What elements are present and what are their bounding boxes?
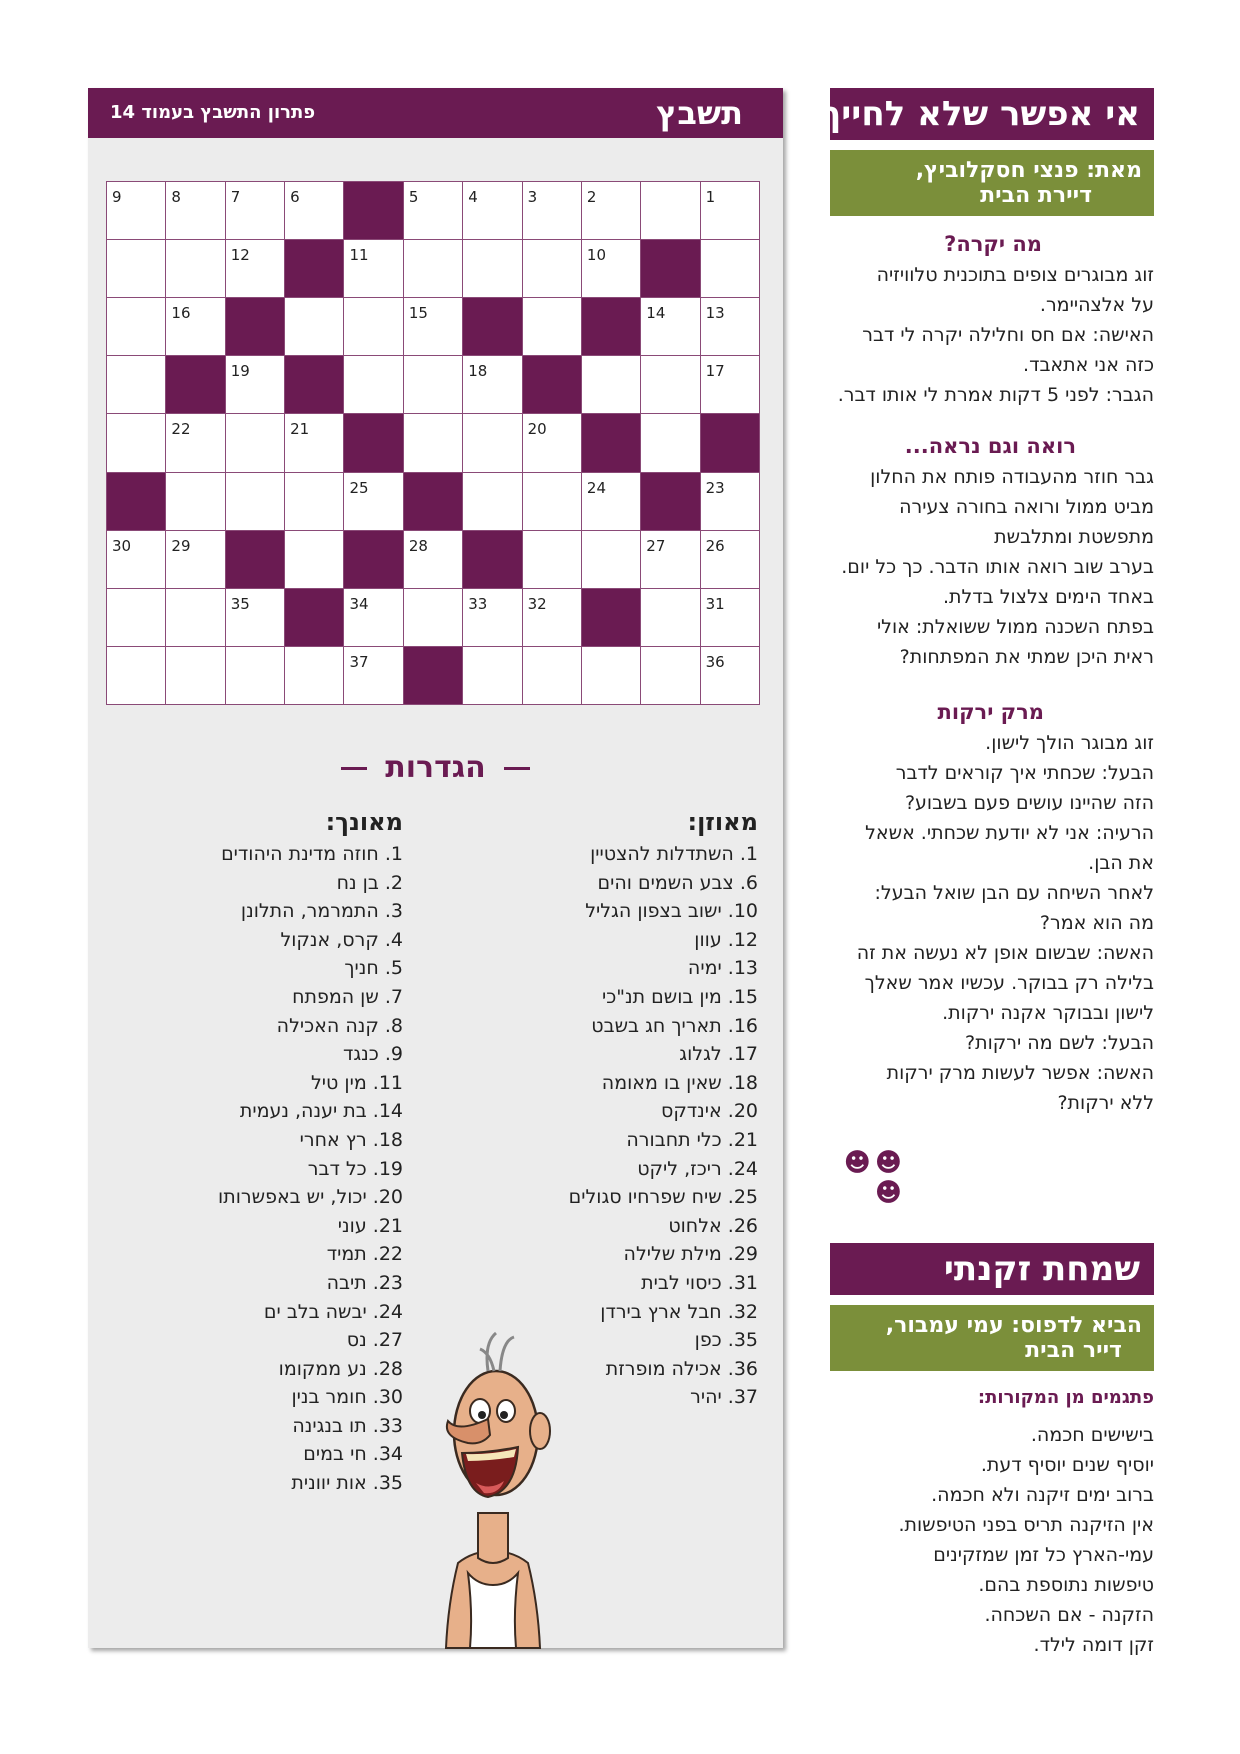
proverb-line: עמי-הארץ כל זמן שמזקינים (933, 1544, 1154, 1566)
grid-cell[interactable] (107, 182, 166, 240)
grid-cell[interactable] (225, 646, 284, 704)
grid-cell[interactable] (522, 182, 581, 240)
author-box (830, 150, 1154, 216)
grid-cell[interactable] (107, 240, 166, 298)
grid-cell[interactable] (700, 472, 759, 530)
cell-number: 29 (171, 536, 191, 555)
cell-number: 15 (408, 304, 428, 323)
grid-cell[interactable] (463, 646, 522, 704)
clue-item: 19. כל דבר (307, 1157, 403, 1180)
author-line: דייר הבית (1025, 1338, 1122, 1363)
joke-title: מה יקרה? (944, 232, 1042, 256)
grid-row (107, 356, 760, 414)
grid-cell[interactable] (522, 646, 581, 704)
clue-item: 24. יבשה בלב ים (263, 1300, 403, 1323)
cell-number: 23 (705, 478, 725, 497)
grid-cell[interactable] (285, 298, 344, 356)
clue-item: 20. יכול, יש באפשרותו (218, 1186, 403, 1209)
clue-item: 12. עוון (694, 928, 758, 951)
grid-cell[interactable] (403, 588, 462, 646)
cell-number: 28 (408, 536, 428, 555)
grid-cell-black (463, 530, 522, 588)
grid-cell[interactable] (166, 588, 225, 646)
dash-ornament (504, 767, 530, 770)
joke-line: זוג מבוגר הולך לישון. (985, 732, 1154, 754)
grid-cell[interactable] (581, 356, 640, 414)
grid-cell-black (166, 356, 225, 414)
cell-number: 34 (349, 594, 369, 613)
grid-row (107, 588, 760, 646)
joke-header: אי אפשר שלא לחייך... (830, 88, 1154, 140)
joke-line: זוג מבוגרים צופים בתוכנית טלוויזיה (876, 264, 1154, 286)
joke-line: ללא ירקות? (1057, 1092, 1154, 1114)
grid-cell[interactable] (581, 472, 640, 530)
grid-cell[interactable] (107, 298, 166, 356)
cell-number: 17 (705, 362, 725, 381)
joke-line: בלילה רק בבוקר. עכשיו אמר שאלך (864, 972, 1154, 994)
grid-cell-black (344, 530, 403, 588)
joke-line: כזה אני אתאבד. (1023, 354, 1154, 376)
grid-cell[interactable] (700, 356, 759, 414)
grid-cell[interactable] (107, 356, 166, 414)
proverbs-list (830, 1420, 1154, 1660)
grid-cell-black (463, 298, 522, 356)
grid-cell[interactable] (641, 530, 700, 588)
cell-number: 21 (290, 420, 310, 439)
clue-item: 3. התמרמר, התלונן (240, 900, 403, 923)
grid-row (107, 240, 760, 298)
grid-cell[interactable] (344, 646, 403, 704)
cell-number: 31 (705, 594, 725, 613)
clue-item: 37. יהיר (690, 1386, 758, 1409)
grid-cell[interactable] (463, 588, 522, 646)
cell-number: 2 (586, 188, 597, 206)
grid-cell-black (403, 472, 462, 530)
cell-number: 32 (527, 594, 547, 613)
down-clues (188, 808, 403, 1498)
clue-item: 35. כפן (694, 1329, 758, 1352)
grid-row (107, 472, 760, 530)
grid-cell[interactable] (344, 472, 403, 530)
grid-cell-black (403, 646, 462, 704)
clue-item: 23. תיבה (326, 1271, 403, 1294)
grid-cell[interactable] (463, 240, 522, 298)
joke-line: הרעיה: אני לא יודעת שכחתי. אשאל (865, 822, 1154, 844)
clue-item: 26. אלחוט (668, 1214, 758, 1237)
joke-text (830, 728, 1154, 1118)
joke-line: הבעל: לשם מה ירקות? (965, 1032, 1154, 1054)
clue-item: 34. חי במים (303, 1443, 403, 1466)
dash-ornament (341, 767, 367, 770)
clue-item: 24. ריכז, ליקט (637, 1157, 758, 1180)
cell-number: 5 (408, 188, 419, 206)
clue-item: 20. אינדקס (660, 1100, 758, 1123)
grid-cell[interactable] (700, 530, 759, 588)
clue-item: 6. צבע השמים והים (597, 871, 758, 894)
clue-item: 15. מין בושם תנ"כי (601, 985, 758, 1008)
joke-line: את הבן. (1088, 852, 1154, 874)
cell-number: 4 (468, 188, 478, 206)
grid-cell[interactable] (700, 588, 759, 646)
clue-item: 13. ימיה (687, 957, 758, 980)
grid-cell[interactable] (522, 240, 581, 298)
clue-item: 9. כנגד (342, 1043, 403, 1066)
cell-number: 18 (468, 362, 488, 381)
grid-cell-black (225, 298, 284, 356)
grid-cell[interactable] (107, 530, 166, 588)
solution-note: פתרון התשבץ בעמוד 14 (110, 102, 316, 123)
grid-cell[interactable] (403, 356, 462, 414)
grid-cell[interactable] (700, 240, 759, 298)
proverbs-header: שמחת זקנתי (830, 1243, 1154, 1295)
grid-cell[interactable] (641, 588, 700, 646)
grid-cell-black (285, 356, 344, 414)
grid-cell[interactable] (166, 472, 225, 530)
grid-cell[interactable] (285, 530, 344, 588)
clue-item: 25. שיח שפרחיו סגולים (568, 1186, 758, 1209)
joke-text (830, 260, 1154, 410)
clue-item: 21. עוני (337, 1214, 403, 1237)
joke-title: מרק ירקות (937, 700, 1044, 724)
across-title: מאוזן: (687, 808, 758, 836)
joke-line: מתפשטת ומתלבשת (994, 526, 1154, 548)
cell-number: 11 (349, 246, 369, 265)
clue-item: 11. מין טיל (310, 1071, 403, 1094)
grid-cell[interactable] (403, 240, 462, 298)
grid-cell[interactable] (700, 182, 759, 240)
author-line: מאת: פנצי חסקלוביץ, (915, 158, 1142, 183)
clue-item: 35. אות יוונית (291, 1472, 403, 1495)
definitions-title (88, 750, 783, 785)
clue-item: 32. חבל ארץ בירדן (600, 1300, 758, 1323)
grid-cell[interactable] (166, 530, 225, 588)
clue-item: 18. רץ אחרי (299, 1128, 403, 1151)
grid-cell[interactable] (166, 298, 225, 356)
cell-number: 16 (171, 304, 191, 323)
joke-line: לאחר השיחה עם הבן שואל הבעל: (874, 882, 1154, 904)
crossword-panel (88, 88, 783, 1648)
clue-item: 29. מילת שלילה (623, 1243, 758, 1266)
cell-number: 33 (468, 594, 488, 613)
clue-item: 5. חניך (344, 957, 403, 980)
clue-item: 8. קנה האכילה (276, 1014, 403, 1037)
cell-number: 22 (171, 420, 191, 439)
joke-line: גבר חוזר מהעבודה פותח את החלון (870, 466, 1154, 488)
grid-row (107, 530, 760, 588)
clue-item: 21. כלי תחבורה (626, 1128, 758, 1151)
grid-cell[interactable] (522, 472, 581, 530)
clue-item: 18. שאין בו מאומה (601, 1071, 758, 1094)
grid-cell[interactable] (344, 356, 403, 414)
joke-line: בפתח השכנה ממול ששואלת: אולי (876, 616, 1154, 638)
joke-line: ראית היכן שמתי את המפתחות? (899, 646, 1154, 668)
grid-cell[interactable] (285, 472, 344, 530)
grid-cell[interactable] (344, 298, 403, 356)
clue-item: 14. בת יענה, נעמית (239, 1100, 403, 1123)
proverb-line: בישישים חכמה. (1030, 1424, 1154, 1446)
grid-cell[interactable] (581, 182, 640, 240)
grid-cell[interactable] (522, 298, 581, 356)
grid-cell[interactable] (403, 182, 462, 240)
proverbs-section (830, 1243, 1154, 1660)
across-clues (508, 808, 758, 1412)
cell-number: 25 (349, 478, 369, 497)
cell-number: 3 (527, 188, 538, 206)
joke-column (782, 88, 1154, 1208)
cell-number: 12 (230, 246, 250, 265)
crossword-header (88, 88, 783, 138)
clue-item: 30. חומר בנין (291, 1386, 403, 1409)
clue-item: 7. שן המפתח (292, 985, 403, 1008)
cell-number: 37 (349, 652, 369, 671)
grid-cell-black (522, 356, 581, 414)
cell-number: 19 (230, 362, 250, 381)
cell-number: 1 (705, 188, 716, 206)
joke-line: האשה: אפשר לעשות מרק ירקות (886, 1062, 1154, 1084)
grid-cell-black (344, 414, 403, 472)
clue-item: 28. נע ממקומו (278, 1357, 403, 1380)
clue-item: 4. קרס, אנקול (280, 928, 403, 951)
joke-line: באחד הימים צלצול בדלת. (942, 586, 1154, 608)
crossword-title: תשבץ (656, 94, 743, 132)
grid-cell[interactable] (522, 414, 581, 472)
clue-item: 31. כיסוי לבית (641, 1271, 758, 1294)
grid-cell[interactable] (166, 414, 225, 472)
joke-text (830, 462, 1154, 672)
grid-cell-black (107, 472, 166, 530)
crossword-grid (106, 181, 760, 705)
cell-number: 20 (527, 420, 547, 439)
grid-row (107, 182, 760, 240)
cell-number: 9 (112, 188, 122, 206)
clue-item: 2. בן נח (336, 871, 403, 894)
joke-line: מה הוא אמר? (1039, 912, 1154, 934)
clue-item: 16. תאריך חג בשבט (591, 1014, 758, 1037)
grid-cell[interactable] (225, 472, 284, 530)
cell-number: 7 (230, 188, 241, 206)
joke-line: לישון ובבוקר אקנה ירקות. (942, 1002, 1154, 1024)
grid-cell[interactable] (463, 182, 522, 240)
grid-cell[interactable] (700, 646, 759, 704)
proverb-line: ברוב ימים זיקנה ולא חכמה. (931, 1484, 1154, 1506)
grid-cell[interactable] (403, 530, 462, 588)
grid-cell[interactable] (641, 646, 700, 704)
clue-item: 17. לגלוג (679, 1043, 758, 1066)
grid-cell-black (581, 414, 640, 472)
cell-number: 13 (705, 304, 725, 323)
grid-cell[interactable] (107, 414, 166, 472)
down-title: מאונך: (325, 808, 403, 836)
smiley-icon: ☻☻☻ (843, 1148, 906, 1208)
old-man-cartoon (418, 1323, 568, 1648)
proverb-line: טיפשות נתוספת בהם. (978, 1574, 1154, 1596)
grid-cell[interactable] (522, 588, 581, 646)
grid-cell[interactable] (285, 414, 344, 472)
joke-line: על אלצהיימר. (1039, 294, 1154, 316)
grid-cell[interactable] (344, 588, 403, 646)
grid-cell[interactable] (581, 240, 640, 298)
grid-cell[interactable] (107, 646, 166, 704)
cell-number: 10 (586, 246, 607, 265)
author-line: דיירת הבית (980, 183, 1092, 208)
grid-row (107, 646, 760, 704)
clue-item: 10. ישוב בצפון הגליל (585, 900, 758, 923)
grid-cell-black (344, 182, 403, 240)
proverb-line: אין הזיקנה תריס בפני הטיפשות. (898, 1514, 1154, 1536)
cell-number: 35 (230, 594, 250, 613)
grid-cell-black (700, 414, 759, 472)
grid-cell[interactable] (641, 298, 700, 356)
grid-cell[interactable] (522, 530, 581, 588)
joke-line: הזה שהיינו עושים פעם בשבוע? (904, 792, 1154, 814)
proverb-line: זקן דומה לילד. (1033, 1634, 1154, 1656)
proverbs-subheading: פתגמים מן המקורות: (977, 1387, 1154, 1408)
grid-cell-black (641, 472, 700, 530)
grid-cell[interactable] (463, 414, 522, 472)
cell-number: 36 (705, 652, 725, 671)
proverb-line: יוסיף שנים יוסיף דעת. (980, 1454, 1154, 1476)
grid-cell-black (225, 530, 284, 588)
grid-cell[interactable] (641, 414, 700, 472)
grid-cell[interactable] (285, 182, 344, 240)
grid-row (107, 298, 760, 356)
clue-item: 33. תו בנגינה (292, 1414, 403, 1437)
grid-cell[interactable] (285, 646, 344, 704)
definitions-label: הגדרות (385, 750, 486, 785)
cell-number: 30 (112, 536, 132, 555)
proverb-line: הזקנה - אם השכחה. (984, 1604, 1154, 1626)
grid-cell[interactable] (581, 530, 640, 588)
cell-number: 27 (646, 536, 666, 555)
author-box (830, 1305, 1154, 1371)
grid-cell[interactable] (700, 298, 759, 356)
clue-item: 1. השתדלות להצטיין (590, 843, 758, 865)
cell-number: 14 (646, 304, 666, 323)
grid-cell-black (285, 240, 344, 298)
grid-cell[interactable] (225, 356, 284, 414)
author-line: הביא לדפוס: עמי עמבור, (885, 1313, 1142, 1338)
grid-row (107, 414, 760, 472)
joke-title: רואה וגם נראה... (904, 434, 1076, 458)
joke-line: הגבר: לפני 5 דקות אמרת לי אותו דבר. (837, 384, 1154, 406)
grid-cell[interactable] (107, 588, 166, 646)
grid-cell[interactable] (225, 240, 284, 298)
cell-number: 24 (586, 478, 607, 497)
grid-cell[interactable] (403, 298, 462, 356)
joke-line: הבעל: שכחתי איך קוראים לדבר (895, 762, 1154, 784)
grid-cell[interactable] (166, 182, 225, 240)
joke-line: האישה: אם חס וחלילה יקרה לי דבר (862, 324, 1154, 346)
grid-cell[interactable] (225, 588, 284, 646)
grid-cell[interactable] (463, 472, 522, 530)
clue-item: 36. אכילה מופרזת (605, 1357, 758, 1380)
grid-cell[interactable] (344, 240, 403, 298)
grid-cell[interactable] (463, 356, 522, 414)
grid-cell[interactable] (581, 646, 640, 704)
grid-cell[interactable] (166, 240, 225, 298)
grid-cell-black (641, 240, 700, 298)
joke-line: בערב שוב רואה אותו הדבר. כך כל יום. (841, 556, 1154, 578)
joke-line: מביט ממול ורואה בחורה צעירה (899, 496, 1154, 518)
clue-item: 27. נס (346, 1329, 403, 1352)
clue-item: 1. חוזה מדינת היהודים (221, 843, 403, 865)
grid-cell-black (285, 588, 344, 646)
cell-number: 6 (290, 188, 300, 206)
grid-cell[interactable] (166, 646, 225, 704)
cell-number: 26 (705, 536, 725, 555)
grid-cell-black (581, 588, 640, 646)
grid-cell[interactable] (641, 356, 700, 414)
joke-line: האשה: שבשום אופן לא נעשה את זה (856, 942, 1154, 964)
grid-cell[interactable] (403, 414, 462, 472)
grid-cell-black (581, 298, 640, 356)
grid-cell[interactable] (641, 182, 700, 240)
cell-number: 8 (171, 188, 181, 206)
grid-cell[interactable] (225, 414, 284, 472)
clue-item: 22. תמיד (326, 1243, 403, 1266)
grid-cell[interactable] (225, 182, 284, 240)
